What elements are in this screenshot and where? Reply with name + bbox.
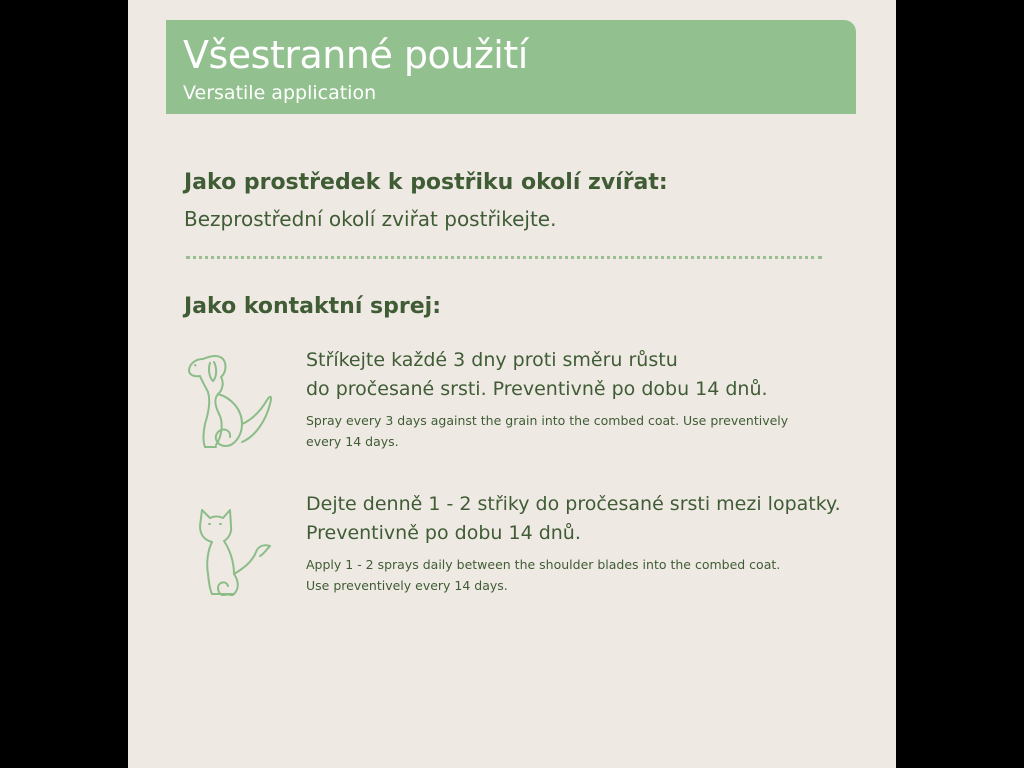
section-heading-contact-spray: Jako kontaktní sprej:	[184, 294, 441, 319]
item-en-text	[306, 554, 841, 596]
section-heading-surroundings: Jako prostředek k postřiku okolí zvířat:	[184, 170, 668, 195]
item-en-line-2: Use preventively every 14 days.	[306, 578, 508, 593]
item-cz-line-2: do pročesané srsti. Preventivně po dobu 14 dnů.	[306, 378, 768, 400]
item-cz-line-1: Stříkejte každé 3 dny proti směru růstu	[306, 349, 678, 371]
item-en-line-1: Spray every 3 days against the grain into the combed coat. Use preventively	[306, 413, 789, 428]
page-title: Všestranné použití	[183, 33, 528, 77]
item-en-text	[306, 410, 788, 452]
content-panel	[128, 0, 896, 768]
item-en-line-2: every 14 days.	[306, 434, 399, 449]
contact-spray-item-cat	[306, 490, 841, 596]
section-text-surroundings: Bezprostřední okolí zviřat postřikejte.	[184, 207, 557, 231]
item-en-line-1: Apply 1 - 2 sprays daily between the shoulder blades into the combed coat.	[306, 557, 781, 572]
dotted-divider	[186, 256, 822, 259]
item-cz-line-1: Dejte denně 1 - 2 střiky do pročesané srsti mezi lopatky.	[306, 493, 841, 515]
contact-spray-item-dog	[306, 346, 788, 452]
dog-icon	[186, 350, 276, 454]
cat-icon	[194, 506, 278, 596]
page-subtitle: Versatile application	[183, 82, 377, 104]
header-banner	[166, 20, 856, 114]
item-cz-line-2: Preventivně po dobu 14 dnů.	[306, 522, 581, 544]
